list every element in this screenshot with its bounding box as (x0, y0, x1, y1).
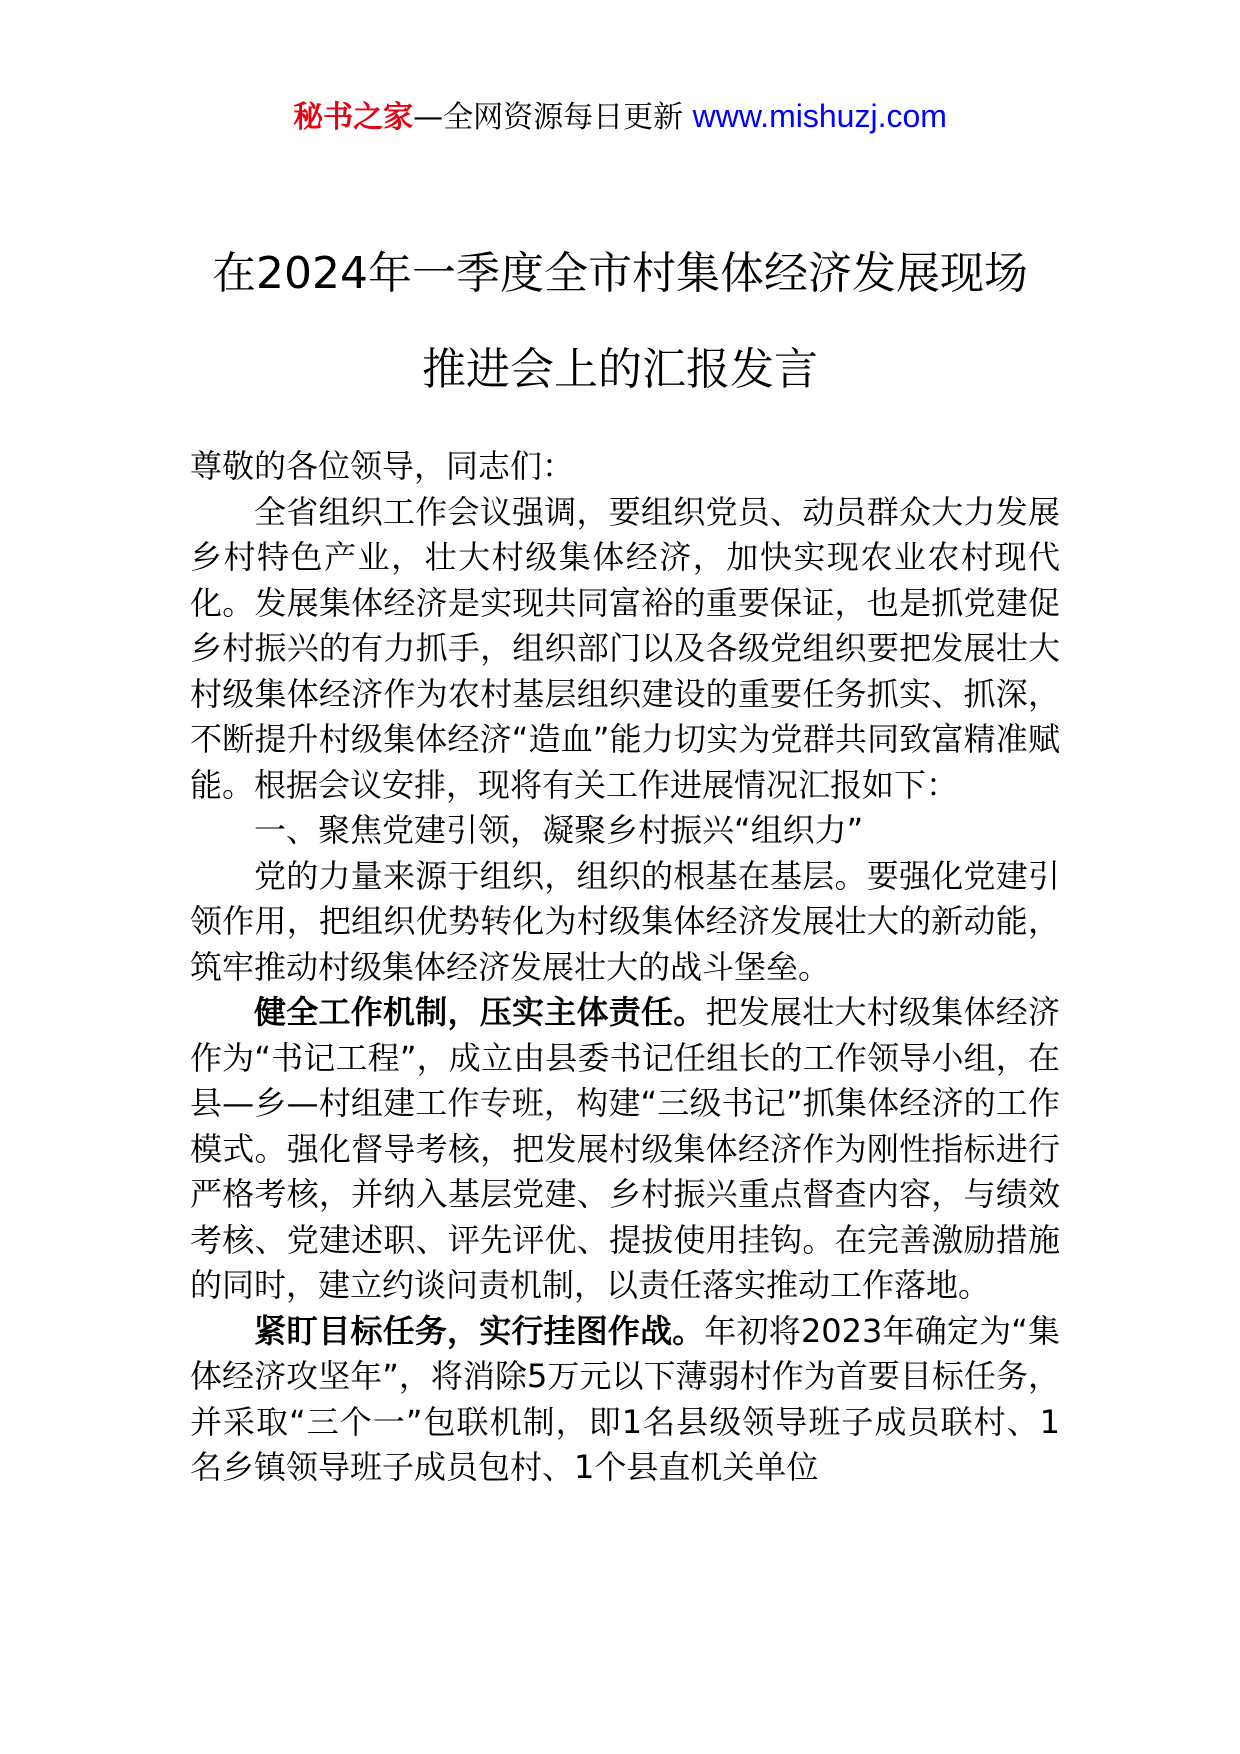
section-1-heading: 一、聚焦党建引领，凝聚乡村振兴“组织力” (254, 811, 864, 849)
title-line-2: 推进会上的汇报发言 (422, 344, 818, 395)
paragraph-3-text: 年初将2023年确定为“集体经济攻坚年”，将消除5万元以下薄弱村作为首要目标任务，并采取“三个一”包联机制，即1名县级领导班子成员联村、1名乡镇领导班子成员包村、1个县直机关单位 (190, 1311, 1060, 1486)
site-banner (0, 96, 1240, 138)
banner-brand: 秘书之家 (293, 100, 414, 135)
paragraph-2-lead: 健全工作机制，压实主体责任。 (254, 993, 706, 1031)
intro-paragraph: 全省组织工作会议强调，要组织党员、动员群众大力发展乡村特色产业，壮大村级集体经济，加快实现农业农村现代化。发展集体经济是实现共同富裕的重要保证，也是抓党建促乡村振兴的有力抓手，组织部门以及各级党组织要把发展壮大村级集体经济作为农村基层组织建设的重要任务抓实、抓深，不断提升村级集体经济“造血”能力切实为党群共同致富精准赋能。根据会议安排，现将有关工作进展情况汇报如下： (190, 492, 1060, 804)
banner-url[interactable]: www.mishuzj.com (692, 98, 947, 134)
document-title (140, 226, 1100, 418)
title-line-1: 在2024年一季度全市村集体经济发展现场 (212, 248, 1028, 299)
paragraph-3 (190, 1309, 1060, 1491)
banner-slogan: —全网资源每日更新 (413, 100, 693, 135)
paragraph-3-lead: 紧盯目标任务，实行挂图作战。 (254, 1311, 705, 1350)
paragraph-2-text: 把发展壮大村级集体经济作为“书记工程”，成立由县委书记任组长的工作领导小组，在县—乡—村组建工作专班，构建“三级书记”抓集体经济的工作模式。强化督导考核，把发展村级集体经济作为刚性指标进行严格考核，并纳入基层党建、乡村振兴重点督查内容，与绩效考核、党建述职、评先评优、提拔使用挂钩。在完善激励措施的同时，建立约谈问责机制，以责任落实推动工作落地。 (190, 993, 1060, 1304)
document-body (190, 444, 1060, 1491)
salutation: 尊敬的各位领导，同志们： (190, 447, 575, 485)
section-1-paragraph: 党的力量来源于组织，组织的根基在基层。要强化党建引领作用，把组织优势转化为村级集体经济发展壮大的新动能，筑牢推动村级集体经济发展壮大的战斗堡垒。 (190, 856, 1060, 986)
paragraph-2 (190, 990, 1060, 1309)
